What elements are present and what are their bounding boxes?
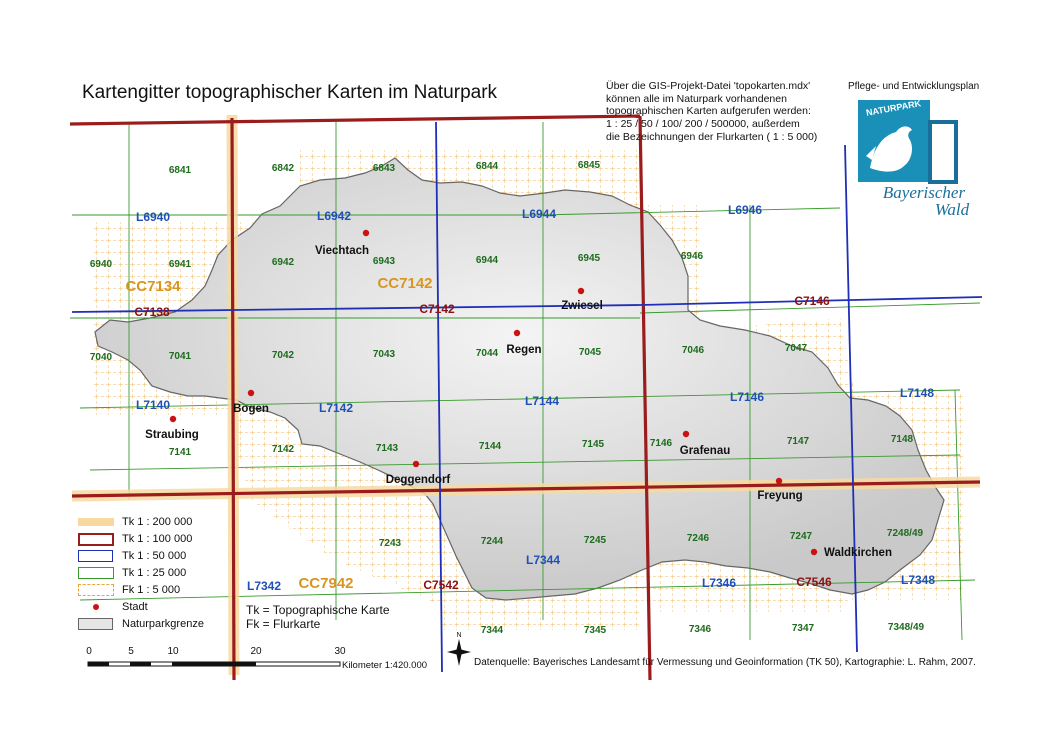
- legend-label: Tk 1 : 50 000: [122, 550, 187, 562]
- svg-text:NATURPARK: NATURPARK: [865, 98, 922, 118]
- tk50-label: L7346: [701, 576, 737, 590]
- tk25-label: 6841: [168, 165, 192, 176]
- tk25-label: 7044: [475, 348, 499, 359]
- tk50-label: L7348: [900, 573, 936, 587]
- legend-item-park: [78, 616, 204, 632]
- tk25-label: 7146: [649, 438, 673, 449]
- plan-label: Pflege- und Entwicklungsplan: [848, 81, 980, 92]
- tk25-label: 6943: [372, 256, 396, 267]
- tk100-label: C7138: [134, 305, 170, 319]
- tk50-label: L7344: [525, 553, 561, 567]
- tk25-label: 7246: [686, 533, 710, 544]
- info-line: Über die GIS-Projekt-Datei 'topokarten.mdx': [606, 80, 811, 92]
- fk5-swatch: [78, 583, 114, 597]
- tk50-label: L7144: [524, 394, 560, 408]
- legend-label: Stadt: [122, 601, 148, 613]
- tk50-label: L6942: [316, 209, 352, 223]
- tk25-label: 7141: [168, 447, 192, 458]
- tk25-label: 7348/49: [887, 622, 925, 633]
- tk25-label: 7040: [89, 352, 113, 363]
- tk25-label: 6842: [271, 163, 295, 174]
- info-text: [606, 80, 832, 143]
- city-marker-viechtach: [363, 230, 369, 236]
- scale-tick-label: 5: [128, 646, 134, 657]
- tk25-label: 6940: [89, 259, 113, 270]
- legend-label: Tk 1 : 200 000: [122, 516, 193, 528]
- legend-label: Tk 1 : 25 000: [122, 567, 187, 579]
- city-label-grafenau: Grafenau: [679, 445, 731, 457]
- city-label-regen: Regen: [506, 344, 542, 356]
- info-line: können alle im Naturpark vorhandenen: [606, 92, 787, 105]
- info-line: topographischen Karten aufgerufen werden:: [606, 105, 811, 118]
- naturpark-logo: [852, 96, 982, 220]
- city-marker-grafenau: [683, 431, 689, 437]
- tk25-label: 6946: [680, 251, 704, 262]
- tk25-label: 7344: [480, 625, 504, 636]
- tk200-label: CC7142: [377, 275, 433, 292]
- legend-item-tk100: [78, 531, 192, 547]
- city-label-bogen: Bogen: [233, 403, 269, 415]
- tk25-label: 7247: [789, 531, 813, 542]
- tk25-label: 6945: [577, 253, 601, 264]
- north-arrow-icon: [444, 630, 474, 670]
- tk50-label: L7148: [899, 386, 935, 400]
- city-marker-bogen: [248, 390, 254, 396]
- legend-label: Tk 1 : 100 000: [122, 533, 193, 545]
- tk25-label: 7347: [791, 623, 815, 634]
- tk25-label: 6944: [475, 255, 499, 266]
- tk100-swatch: [78, 532, 114, 546]
- city-label-freyung: Freyung: [757, 490, 803, 502]
- tk50-label: L6946: [727, 203, 763, 217]
- svg-text:Bayerischer: Bayerischer: [882, 183, 966, 202]
- abbreviation-tk: Tk = Topographische Karte: [246, 603, 390, 617]
- tk25-swatch: [78, 566, 114, 580]
- data-source: Datenquelle: Bayerisches Landesamt für Vermessung und Geoinformation (TK 50), Kartographie: L. Rahm, 2007.: [474, 657, 976, 668]
- scale-tick-label: 20: [250, 646, 262, 657]
- city-marker-regen: [514, 330, 520, 336]
- abbreviation-fk: Fk = Flurkarte: [246, 617, 321, 631]
- tk50-label: L7142: [318, 401, 354, 415]
- legend-item-fk5: [78, 582, 180, 598]
- tk25-label: 6843: [372, 163, 396, 174]
- scale-tick-label: 30: [334, 646, 346, 657]
- tk25-label: 7145: [581, 439, 605, 450]
- tk25-label: 6941: [168, 259, 192, 270]
- legend-item-tk50: [78, 548, 186, 564]
- tk25-label: 7345: [583, 625, 607, 636]
- tk50-label: L7146: [729, 390, 765, 404]
- tk25-label: 7248/49: [886, 528, 924, 539]
- tk25-label: 7046: [681, 345, 705, 356]
- tk25-label: 6845: [577, 160, 601, 171]
- city-label-viechtach: Viechtach: [314, 245, 370, 257]
- city-marker-waldkirchen: [811, 549, 817, 555]
- scale-tick-label: 10: [167, 646, 179, 657]
- city-label-straubing: Straubing: [145, 429, 199, 441]
- tk25-label: 7346: [688, 624, 712, 635]
- tk25-label: 7047: [784, 343, 808, 354]
- info-line: die Bezeichnungen der Flurkarten ( 1 : 5 000): [606, 130, 818, 143]
- legend-label: Fk 1 : 5 000: [122, 584, 181, 596]
- tk25-label: 6942: [271, 257, 295, 268]
- scale-bar: [86, 646, 446, 676]
- legend-label: Naturparkgrenze: [122, 618, 204, 630]
- tk200-label: CC7942: [298, 575, 354, 592]
- tk100-label: C7542: [423, 578, 459, 592]
- city-swatch: [78, 600, 114, 614]
- tk25-label: 7043: [372, 349, 396, 360]
- tk25-label: 7243: [378, 538, 402, 549]
- tk25-label: 7245: [583, 535, 607, 546]
- tk50-label: L7140: [135, 398, 171, 412]
- city-label-zwiesel: Zwiesel: [561, 300, 603, 312]
- svg-text:Wald: Wald: [934, 200, 970, 219]
- tk100-label: C7146: [794, 294, 830, 308]
- scale-unit-label: Kilometer 1:420.000: [342, 660, 428, 671]
- info-line: 1 : 25 / 50 / 100/ 200 / 500000, außerdem: [606, 118, 800, 131]
- tk25-label: 7147: [786, 436, 810, 447]
- tk25-label: 7142: [271, 444, 295, 455]
- tk25-label: 7148: [890, 434, 914, 445]
- tk25-label: 7144: [478, 441, 502, 452]
- city-label-waldkirchen: Waldkirchen: [824, 547, 892, 559]
- tk25-label: 7045: [578, 347, 602, 358]
- city-marker-deggendorf: [413, 461, 419, 467]
- city-marker-zwiesel: [578, 288, 584, 294]
- tk25-label: 7244: [480, 536, 504, 547]
- tk100-label: C7546: [796, 575, 832, 589]
- tk100-label: C7142: [419, 302, 455, 316]
- tk25-label: 7143: [375, 443, 399, 454]
- tk50-label: L6944: [521, 207, 557, 221]
- tk200-swatch: [78, 515, 114, 529]
- legend-item-city: [78, 599, 148, 615]
- tk25-label: 7042: [271, 350, 295, 361]
- park-swatch: [78, 617, 114, 631]
- tk25-label: 6844: [475, 161, 499, 172]
- north-label: N: [456, 632, 462, 639]
- tk25-label: 7041: [168, 351, 192, 362]
- scale-tick-label: 0: [86, 646, 92, 657]
- city-label-deggendorf: Deggendorf: [385, 474, 451, 486]
- tk50-label: L6940: [135, 210, 171, 224]
- city-marker-freyung: [776, 478, 782, 484]
- tk50-swatch: [78, 549, 114, 563]
- tk50-label: L7342: [246, 579, 282, 593]
- tk200-label: CC7134: [125, 278, 181, 295]
- legend-item-tk25: [78, 565, 186, 581]
- city-marker-straubing: [170, 416, 176, 422]
- map-title: Kartengitter topographischer Karten im Naturpark: [82, 82, 498, 103]
- legend-item-tk200: [78, 514, 192, 530]
